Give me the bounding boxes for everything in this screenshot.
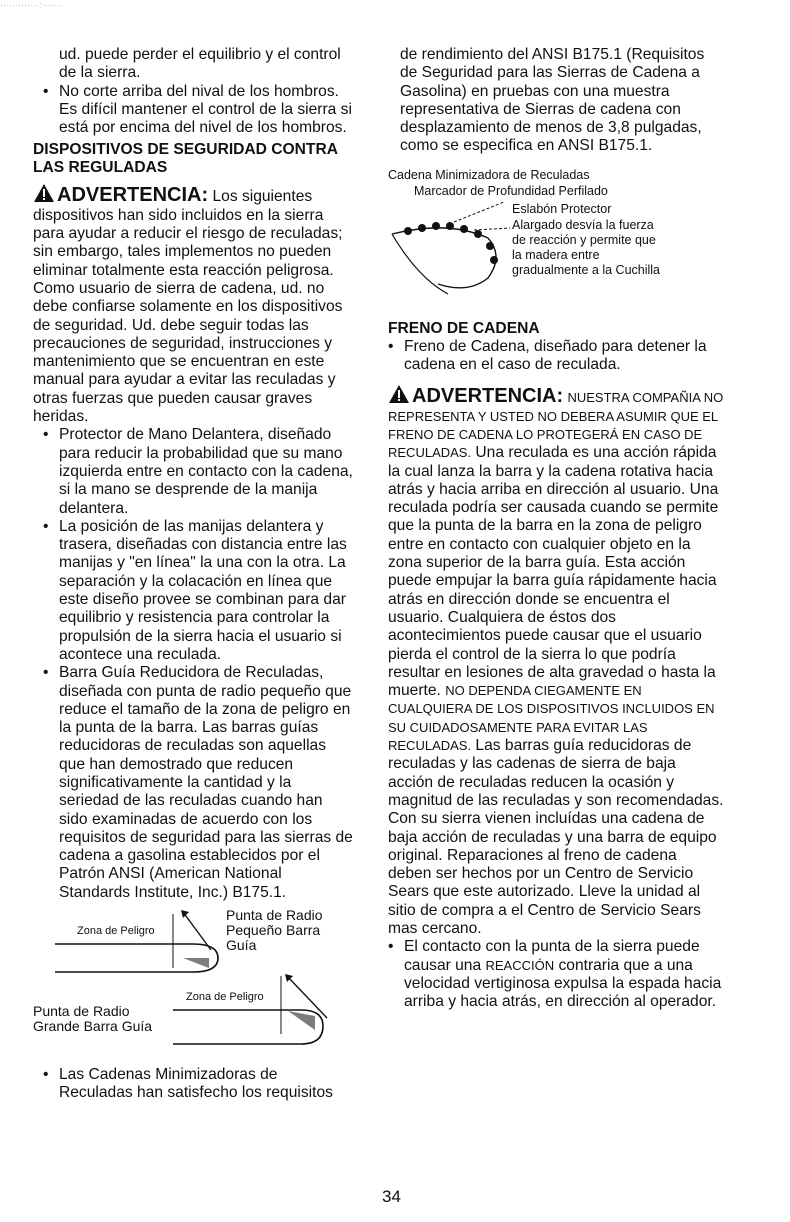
section-heading-safety-devices: DISPOSITIVOS DE SEGURIDAD CONTRA LAS REGULADAS <box>33 141 338 177</box>
bullet-guide-bar: • Barra Guía Reducidora de Reculadas, diseñada con punta de radio pequeño que reduce el tamaño de la zona de peligro en la punta de la barra. Las barras guías reducidoras de reculadas son aquellas que han demostrado que reducen significativamente la cantidad y la seriedad de las reculadas cuando han sido examinadas de acuerdo con los requisitos de seguridad para las sierras de cadena a gasolina establecidos por el Patrón ANSI (American National Standards Institute, Inc.) B175.1. <box>43 664 355 902</box>
bullet-tip-contact <box>388 938 724 1011</box>
right-column <box>388 46 724 1011</box>
warning-text-1: Una reculada es una acción rápida la cual lanza la barra y la cadena rotativa hacia atrás y hacia arriba en dirección al usuario. Una reculada podría ser causada cuando se permite que la punta de la barra en la zona de peligro entre en contacto con cualquier objeto en la zona superior de la barra guía. Esta acción puede empujar la barra guía rápidamente hacia atrás en dirección donde se encuentra el usuario. Cualquiera de éstos dos acontecimientos puede causar que el usuario pierda el control de la sierra lo que podría resultar en lesiones de alta gravedad o hasta la muerte. <box>388 444 719 700</box>
chain-label-2: Alargado desvía la fuerza de reacción y permite que la madera entre gradualmente a la Cuchilla <box>512 217 661 277</box>
scan-mark: ·············:······· <box>0 0 63 10</box>
tip-contact-caps: REACCIÓN <box>485 957 555 973</box>
section-heading-chain-brake: FRENO DE CADENA <box>388 319 540 337</box>
bullet-chain-brake: • Freno de Cadena, diseñado para detener la cadena en el caso de reculada. <box>388 338 724 375</box>
chain-diagram <box>388 198 518 308</box>
guide-bar-figure <box>33 906 355 1066</box>
warning-text: Los siguientes dispositivos han sido incluidos en la sierra para ayudar a reducir el riesgo de reculadas; sin embargo, tales implementos no pueden eliminar totalmente esta reacción peligrosa. Como usuario de sierra de cadena, ud. no debe confiarse solamente en los dispositivos de seguridad. Ud. debe seguir todas las precauciones de seguridad, instrucciones y mantenimiento que se encuentran en este manual para ayudar a evitar las reculadas y otras fuerzas que pueden causar graves heridas. <box>33 188 343 426</box>
page-number: 34 <box>382 1187 401 1206</box>
left-paragraph-1: ud. puede perder el equilibrio y el control de la sierra. <box>59 46 341 82</box>
warning-block-left <box>33 183 355 426</box>
small-tip-label: Punta de Radio Pequeño Barra Guía <box>226 907 323 954</box>
bullet-hand-guard: • Protector de Mano Delantera, diseñado para reducir la probabilidad que su mano izquierda entre en contacto con la cadena, si la mano se desprende de la manija delantera. <box>43 426 355 517</box>
bullet-handle-position: • La posición de las manijas delantera y trasera, diseñadas con distancia entre las manijas y "en línea" la una con la otra. La separación y la colacación en línea que este diseño provee se combinan para dar equilibrio y resistencia para controlar la propulsión de la sierra hacia el usuario si acontece una reculada. <box>43 518 355 664</box>
tip-contact-pre: El contacto con la punta de la sierra puede causar una <box>404 938 700 974</box>
right-paragraph-1: de rendimiento del ANSI B175.1 (Requisitos de Seguridad para las Sierras de Cadena a Gasolina) en pruebas con una muestra representativa de Sierras de cadena con desplazamiento de menos de 3,8 pulgadas, como se especifica en ANSI B175.1. <box>400 46 705 155</box>
danger-zone-label-1: Zona de Peligro <box>77 925 155 938</box>
bullet-chain: • Las Cadenas Minimizadoras de Reculadas han satisfecho los requisitos <box>43 1066 355 1103</box>
chain-figure-title-1: Cadena Minimizadora de Reculadas <box>388 167 590 182</box>
danger-zone-label-2: Zona de Peligro <box>186 991 264 1004</box>
warning-caps-1: NUESTRA COMPAÑIA NO REPRESENTA Y USTED NO DEBERA ASUMIR QUE EL FRENO DE CADENA LO PROTEGERÁ EN CASO DE RECULADAS. <box>388 390 724 461</box>
chain-figure <box>388 168 724 308</box>
left-column <box>33 46 355 1103</box>
warning-label: ADVERTENCIA: <box>57 184 209 207</box>
warning-label: ADVERTENCIA: <box>412 385 564 408</box>
warning-caps-2: NO DEPENDA CIEGAMENTE EN CUALQUIERA DE LOS DISPOSITIVOS INCLUIDOS EN SU CUIDADOSAMENTE PARA EVITAR LAS RECULADAS. <box>388 683 715 754</box>
warning-block-right <box>388 384 724 938</box>
chain-figure-title-2: Marcador de Profundidad Perfilado <box>414 183 608 198</box>
bullet-shoulder-height: • No corte arriba del nival de los hombros. Es difícil mantener el control de la sierra si está por encima del nivel de los hombros. <box>43 83 355 138</box>
large-tip-label: Punta de Radio Grande Barra Guía <box>33 1003 153 1035</box>
tip-contact-post: contraria que a una velocidad vertiginosa expulsa la espada hacia arriba y hacia atrás, en dirección al operador. <box>404 956 722 1011</box>
warning-triangle-icon <box>33 183 55 203</box>
warning-triangle-icon <box>388 384 410 404</box>
warning-text-2: Las barras guía reducidoras de reculadas y las cadenas de sierra de baja acción de reculadas reducen la ocasión y magnitud de las reculadas y son recomendadas. Con su sierra vienen incluídas una cadena de baja acción de reculadas y una barra de equipo original. Reparaciones al freno de cadena deben ser hechos por un Centro de Servicio Sears que este autorizado. Lleve la unidad al sitio de compra a el Centro de Servicio Sears mas cercano. <box>388 737 724 937</box>
chain-label-1: Eslabón Protector <box>512 201 612 216</box>
